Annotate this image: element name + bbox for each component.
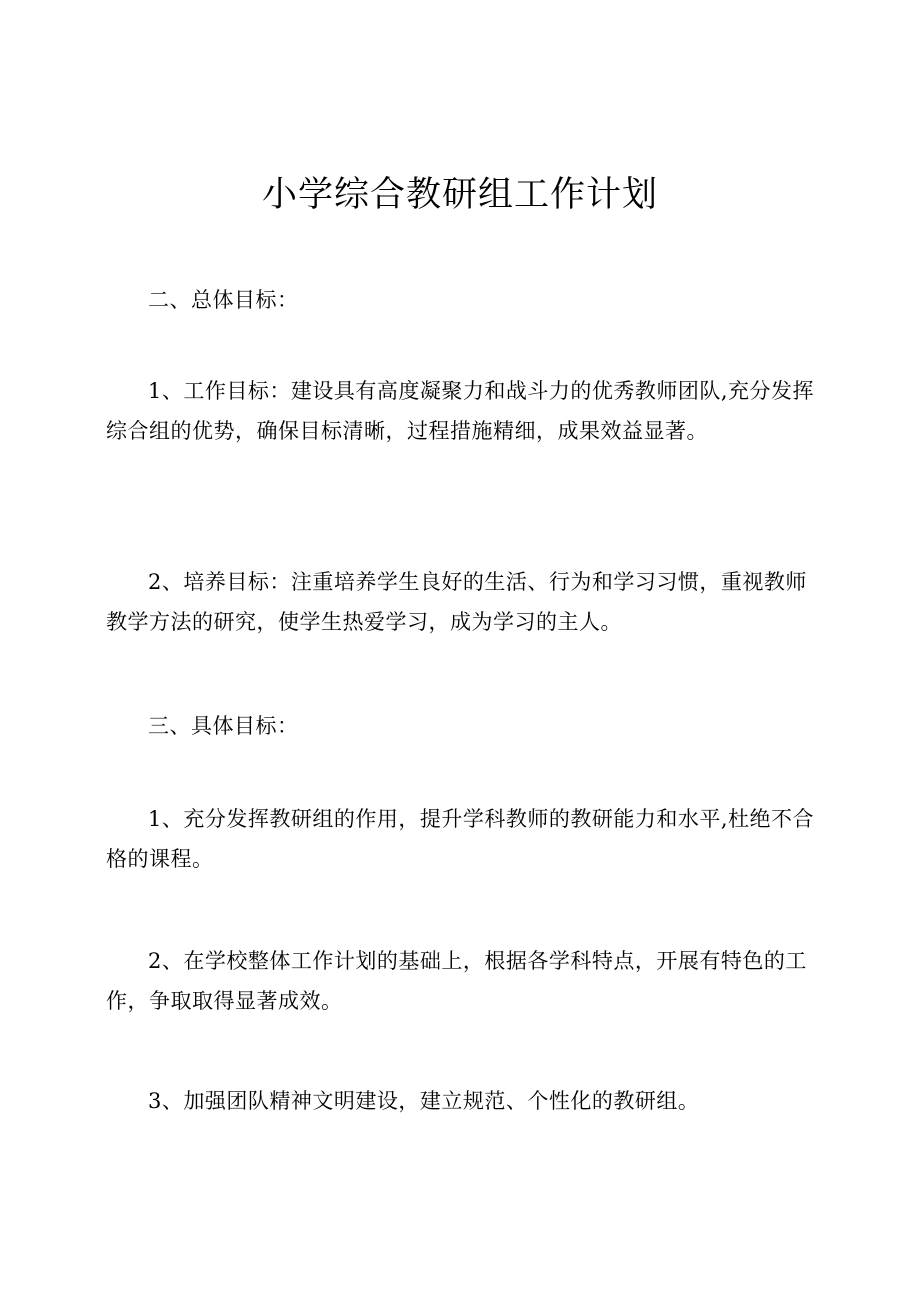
document-title: 小学综合教研组工作计划 [261,175,658,215]
paragraph-specific-goal-1: 1、充分发挥教研组的作用，提升学科教师的教研能力和水平,杜绝不合格的课程。 [106,807,815,871]
paragraph-specific-goal-2: 2、在学校整体工作计划的基础上，根据各学科特点，开展有特色的工作，争取取得显著成效。 [106,949,807,1013]
section-heading-overall-goals: 二、总体目标： [148,288,299,312]
paragraph-work-goal: 1、工作目标：建设具有高度凝聚力和战斗力的优秀教师团队,充分发挥综合组的优势，确保目标清晰，过程措施精细，成果效益显著。 [106,379,815,443]
paragraph-specific-goal-3: 3、加强团队精神文明建设，建立规范、个性化的教研组。 [148,1089,700,1113]
paragraph-training-goal: 2、培养目标：注重培养学生良好的生活、行为和学习习惯，重视教师教学方法的研究，使学生热爱学习，成为学习的主人。 [106,570,807,634]
section-heading-specific-goals: 三、具体目标： [148,714,299,738]
